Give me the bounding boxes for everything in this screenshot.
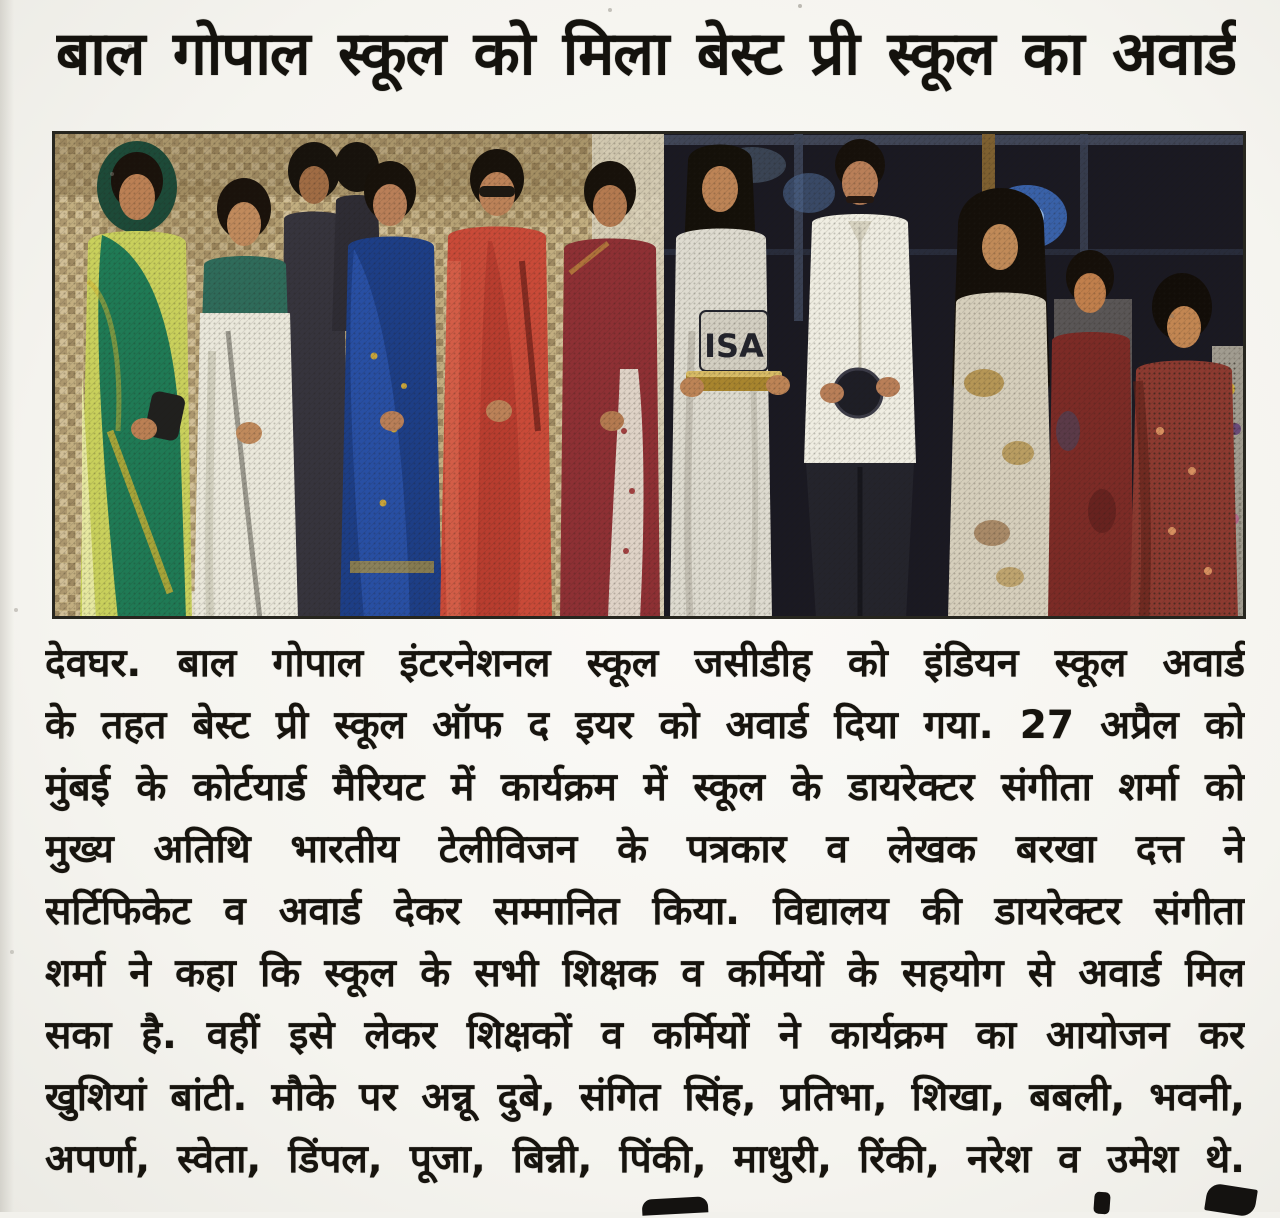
trophy-label: ISA (704, 327, 764, 365)
body-line-text: बाल गोपाल इंटरनेशनल स्कूल जसीडीह को इंडियन स्कूल अवार्ड (177, 641, 1245, 686)
next-headline-cutoff (1204, 1182, 1258, 1217)
award-ceremony-photo (52, 131, 1246, 619)
news-photo (52, 131, 1246, 619)
scan-speckles (110, 172, 114, 176)
dateline: देवघर. (45, 641, 142, 686)
body-line (45, 633, 1245, 695)
body-line: अपर्णा, स्वेता, डिंपल, पूजा, बिन्नी, पिंकी, माधुरी, रिंकी, नरेश व उमेश थे. (45, 1137, 1245, 1182)
body-line: सर्टिफिकेट व अवार्ड देकर सम्मानित किया. विद्यालय की डायरेक्टर संगीता (45, 889, 1245, 934)
body-line: खुशियां बांटी. मौके पर अन्नू दुबे, संगित सिंह, प्रतिभा, शिखा, बबली, भवनी, (45, 1075, 1245, 1120)
next-headline-cutoff (1093, 1191, 1110, 1214)
headline-text: बाल गोपाल स्कूल को मिला बेस्ट प्री स्कूल का अवार्ड (56, 19, 1236, 89)
body-line: सका है. वहीं इसे लेकर शिक्षकों व कर्मियों ने कार्यक्रम का आयोजन कर (45, 1013, 1245, 1058)
headline (56, 4, 1236, 108)
body-line: के तहत बेस्ट प्री स्कूल ऑफ द इयर को अवार्ड दिया गया. 27 अप्रैल को (45, 703, 1245, 748)
article-body (45, 633, 1245, 1191)
hatch-overlay (52, 131, 1246, 619)
body-line: मुंबई के कोर्टयार्ड मैरियट में कार्यक्रम में स्कूल के डायरेक्टर संगीता शर्मा को (45, 765, 1245, 810)
body-line: शर्मा ने कहा कि स्कूल के सभी शिक्षक व कर्मियों के सहयोग से अवार्ड मिल (45, 951, 1245, 996)
body-line: मुख्य अतिथि भारतीय टेलीविजन के पत्रकार व लेखक बरखा दत्त ने (45, 827, 1245, 872)
next-headline-cutoff (642, 1196, 709, 1215)
